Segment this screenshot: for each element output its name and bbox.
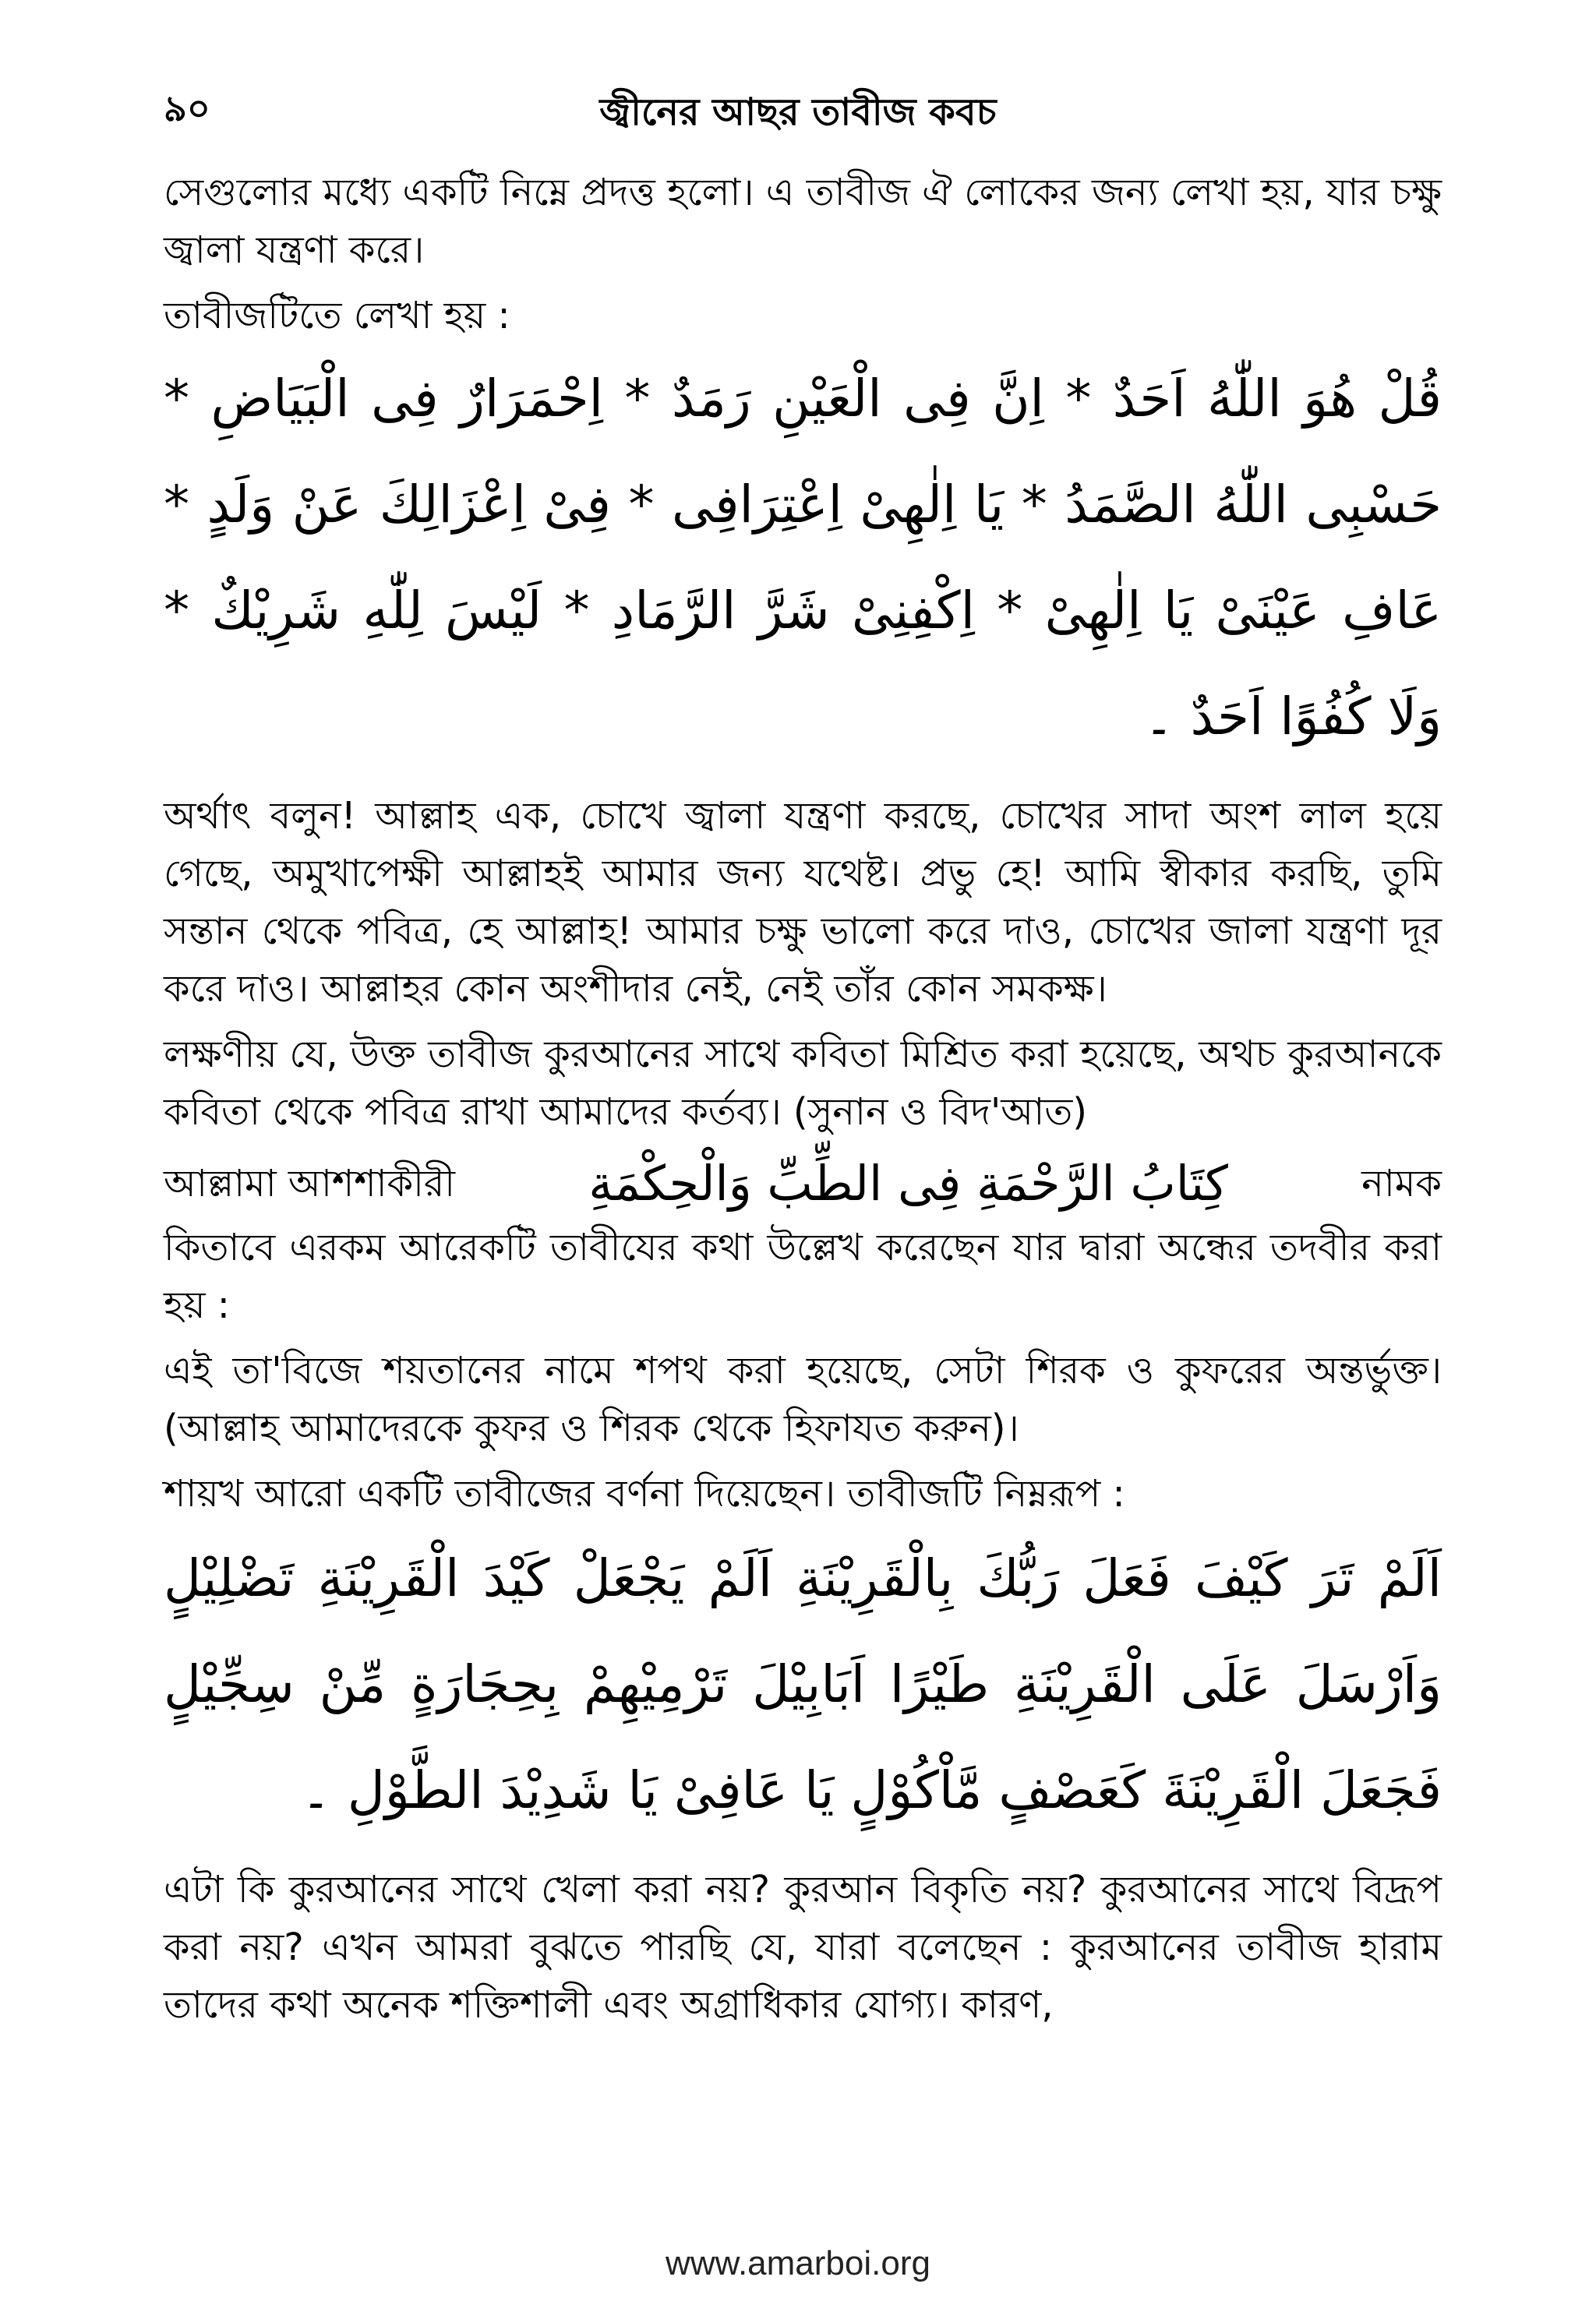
paragraph-intro: সেগুলোর মধ্যে একটি নিম্নে প্রদত্ত হলো। এ তাবীজ ঐ লোকের জন্য লেখা হয়, যার চক্ষু জ্বালা যন্ত্রণা করে। <box>164 171 1442 272</box>
paragraph-blind-remedy: কিতাবে এরকম আরেকটি তাবীযের কথা উল্লেখ করেছেন যার দ্বারা অন্ধের তদবীর করা হয় : <box>164 1226 1442 1327</box>
arabic-amulet-text-1: قُلْ هُوَ اللّٰهُ اَحَدٌ * اِنَّ فِى الْعَيْنِ رَمَدٌ * اِحْمَرَارٌ فِى الْبَيَاضِ * حَسْبِى اللّٰهُ الصَّمَدُ * يَا اِلٰهِىْ اِعْتِرَافِى * فِىْ اِعْزَالِكَ عَنْ وَلَدٍ * عَافِ عَيْنَىْ يَا اِلٰهِىْ * اِكْفِنِىْ شَرَّ الرَّمَادِ * لَيْسَ لِلّٰهِ شَرِيْكٌ * وَلَا كُفُوًا اَحَدٌ ۔ <box>164 369 1442 747</box>
paragraph-second-amulet-label: শায়খ আরো একটি তাবীজের বর্ণনা দিয়েছেন। তাবীজটি নিম্নরূপ : <box>164 1472 1125 1516</box>
paragraph-book-reference <box>164 1149 1442 1219</box>
page-body <box>164 164 1442 2042</box>
footer-url: www.amarboi.org <box>666 2244 930 2282</box>
paragraph-observation: লক্ষণীয় যে, উক্ত তাবীজ কুরআনের সাথে কবিতা মিশ্রিত করা হয়েছে, অথচ কুরআনকে কবিতা থেকে পবিত্র রাখা আমাদের কর্তব্য। (সুনান ও বিদ'আত) <box>164 1032 1442 1134</box>
book-title-arabic: كِتَابُ الرَّحْمَةِ فِى الطِّبِّ وَالْحِكْمَةِ <box>588 1155 1228 1212</box>
book-reference-author: আল্লামা আশশাকীরী <box>164 1162 456 1205</box>
running-title: জ্বীনের আছর তাবীজ কবচ <box>599 90 997 134</box>
paragraph-conclusion: এটা কি কুরআনের সাথে খেলা করা নয়? কুরআন বিকৃতি নয়? কুরআনের সাথে বিদ্রূপ করা নয়? এখন আমরা বুঝতে পারছি যে, যারা বলেছেন : কুরআনের তাবীজ হারাম তাদের কথা অনেক শক্তিশালী এবং অগ্রাধিকার যোগ্য। কারণ, <box>164 1868 1442 2027</box>
book-reference-suffix: নামক <box>1361 1162 1442 1205</box>
arabic-amulet-text-2: اَلَمْ تَرَ كَيْفَ فَعَلَ رَبُّكَ بِالْقَرِيْنَةِ اَلَمْ يَجْعَلْ كَيْدَ الْقَرِيْنَةِ تَضْلِيْلٍ وَاَرْسَلَ عَلَى الْقَرِيْنَةِ طَيْرًا اَبَابِيْلَ تَرْمِيْهِمْ بِحِجَارَةٍ مِّنْ سِجِّيْلٍ فَجَعَلَ الْقَرِيْنَةَ كَعَصْفٍ مَّاْكُوْلٍ يَا عَافِىْ يَا شَدِيْدَ الطَّوْلِ ۔ <box>164 1548 1442 1820</box>
paragraph-translation: অর্থাৎ বলুন! আল্লাহ এক, চোখে জ্বালা যন্ত্রণা করছে, চোখের সাদা অংশ লাল হয়ে গেছে, অমুখাপেক্ষী আল্লাহই আমার জন্য যথেষ্ট। প্রভু হে! আমি স্বীকার করছি, তুমি সন্তান থেকে পবিত্র, হে আল্লাহ! আমার চক্ষু ভালো করে দাও, চোখের জালা যন্ত্রণা দূর করে দাও। আল্লাহর কোন অংশীদার নেই, নেই তাঁর কোন সমকক্ষ। <box>164 794 1442 1011</box>
paragraph-amulet-label: তাবীজটিতে লেখা হয় : <box>164 294 510 337</box>
paragraph-shirk-note: এই তা'বিজে শয়তানের নামে শপথ করা হয়েছে, সেটা শিরক ও কুফরের অন্তর্ভুক্ত। (আল্লাহ আমাদেরকে কুফর ও শিরক থেকে হিফাযত করুন)। <box>164 1349 1442 1450</box>
page-number: ৯০ <box>164 87 210 129</box>
